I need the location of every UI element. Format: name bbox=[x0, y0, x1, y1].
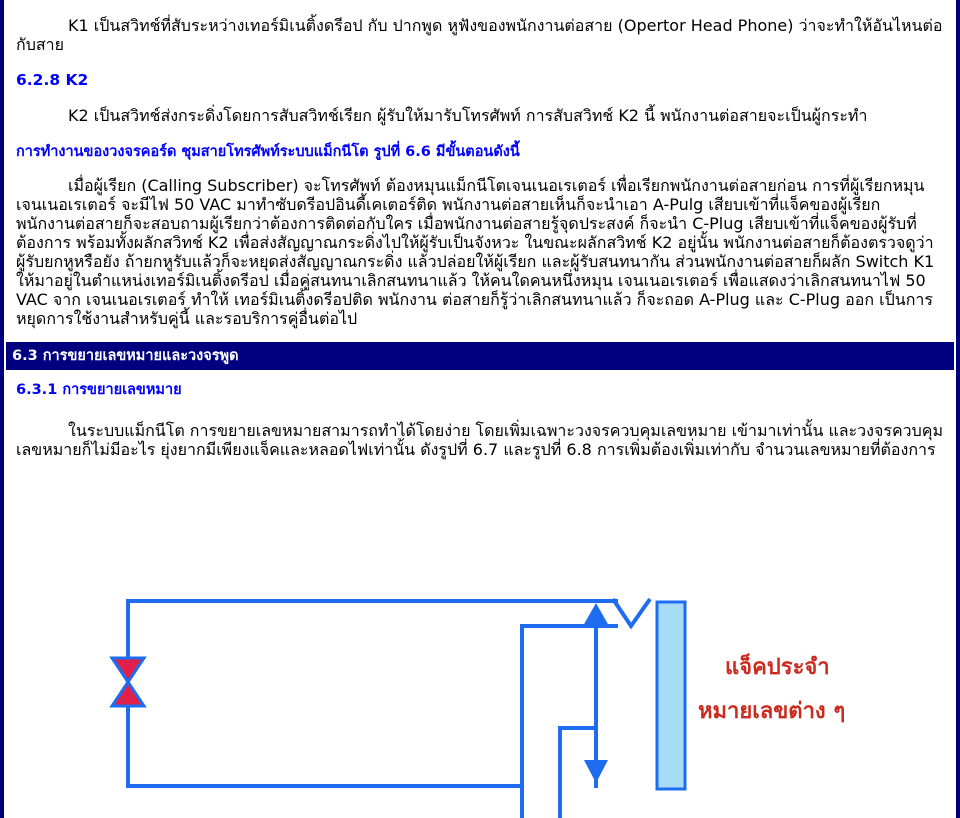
paragraph-k1: K1 เป็นสวิทช์ที่สับระหว่างเทอร์มิเนติ้งดรีอป กับ ปากพูด หูฟังของพนักงานต่อสาย (Opertor Head Phone) ว่าจะทำให้อันไหนต่อกับสาย bbox=[16, 16, 943, 54]
outer-loop-wire bbox=[128, 601, 616, 786]
jack-label-line2: หมายเลขต่าง ๆ bbox=[698, 699, 846, 724]
center-riser-wire bbox=[522, 626, 616, 818]
document-body bbox=[4, 0, 956, 459]
number-jack-diagram bbox=[4, 586, 956, 818]
arrow-up-head bbox=[583, 603, 609, 626]
jack-spring-contact bbox=[613, 599, 650, 626]
section-bar-6-3: 6.3 การขยายเลขหมายและวงจรพูด bbox=[6, 342, 954, 370]
lamp-indicator bbox=[112, 658, 144, 706]
heading-cord-circuit-operation: การทำงานของวงจรคอร์ด ชุมสายโทรศัพท์ระบบแม็กนีโต รูปที่ 6.6 มีขั้นตอนดังนี้ bbox=[16, 144, 520, 160]
paragraph-operation-steps: เมื่อผู้เรียก (Calling Subscriber) จะโทรศัพท์ ต้องหมุนแม็กนีโตเจนเนอเรเตอร์ เพื่อเรียกพนักงานต่อสายก่อน การที่ผู้เรียกหมุนเจนเนอเรเตอร์ จะมีไฟ 50 VAC มาทำซับดรีอปอินดี้เคเตอร์ติด พนักงานต่อสายเห็นก็จะนำเอา A-Pulg เสียบเข้าที่แจ็คของผู้เรียก พนักงานต่อสายก็จะสอบถามผู้เรียกว่าต้องการติดต่อกับใคร เมื่อพนักงานต่อสายรู้จุดประสงค์ ก็จะนำ C-Plug เสียบเข้าที่แจ็คของผู้รับที่ต้องการ พร้อมทั้งผลักสวิทช์ K2 เพื่อส่งสัญญาณกระดิ่งไปให้ผู้รับเป็นจังหวะ ในขณะผลักสวิทช์ K2 อยู่นั้น พนักงานต่อสายก็ต้องตรวจดูว่า ผู้รับยกหูหรือยัง ถ้ายกหูรับแล้วก็จะหยุดส่งสัญญาณกระดิ่ง แล้วปล่อยให้ผู้เรียก และผู้รับสนทนากัน ส่วนพนักงานต่อสายก็ผลัก Switch K1 ให้มาอยู่ในตำแหน่งเทอร์มิเนติ้งดรีอป เมื่อคู่สนทนาเลิกสนทนาแล้ว ให้คนใดคนหนึ่งหมุน เจนเนอเรเตอร์ เพื่อแสดงว่าเลิกสนทนาไฟ 50 VAC จาก เจนเนอเรเตอร์ ทำให้ เทอร์มิเนติ้งดรีอปติด พนักงาน ต่อสายก็รู้ว่าเลิกสนทนาแล้ว ก็จะถอด A-Plug และ C-Plug ออก เป็นการหยุดการใช้งานสำหรับคู่นี้ และรอบริการคู่อื่นต่อไป bbox=[16, 176, 935, 328]
circuit-wires bbox=[128, 601, 616, 818]
paragraph-k2: K2 เป็นสวิทช์ส่งกระดิ่งโดยการสับสวิทช์เรียก ผู้รับให้มารับโทรศัพท์ การสับสวิทช์ K2 นี้ พนักงานต่อสายจะเป็นผู้กระทำ bbox=[68, 106, 868, 125]
heading-6-3-1: 6.3.1 การขยายเลขหมาย bbox=[16, 382, 182, 398]
inner-lower-wire bbox=[560, 728, 596, 818]
arrow-down-head bbox=[584, 760, 608, 783]
lamp-lower-triangle bbox=[112, 682, 144, 706]
jack-label-line1: แจ็คประจำ bbox=[725, 655, 830, 680]
paragraph-number-expansion: ในระบบแม็กนีโต การขยายเลขหมายสามารถทำได้โดยง่าย โดยเพิ่มเฉพาะวงจรควบคุมเลขหมาย เข้ามาเท่านั้น และวงจรควบคุมเลขหมายก็ไม่มีอะไร ยุ่งยากมีเพียงแจ็คและหลอดไฟเท่านั้น ดังรูปที่ 6.7 และรูปที่ 6.8 การเพิ่มต้องเพิ่มเท่ากับ จำนวนเลขหมายที่ต้องการ bbox=[16, 421, 944, 459]
heading-6-2-8: 6.2.8 K2 bbox=[16, 71, 89, 89]
lamp-upper-triangle bbox=[112, 658, 144, 682]
jack-strip bbox=[657, 602, 685, 789]
